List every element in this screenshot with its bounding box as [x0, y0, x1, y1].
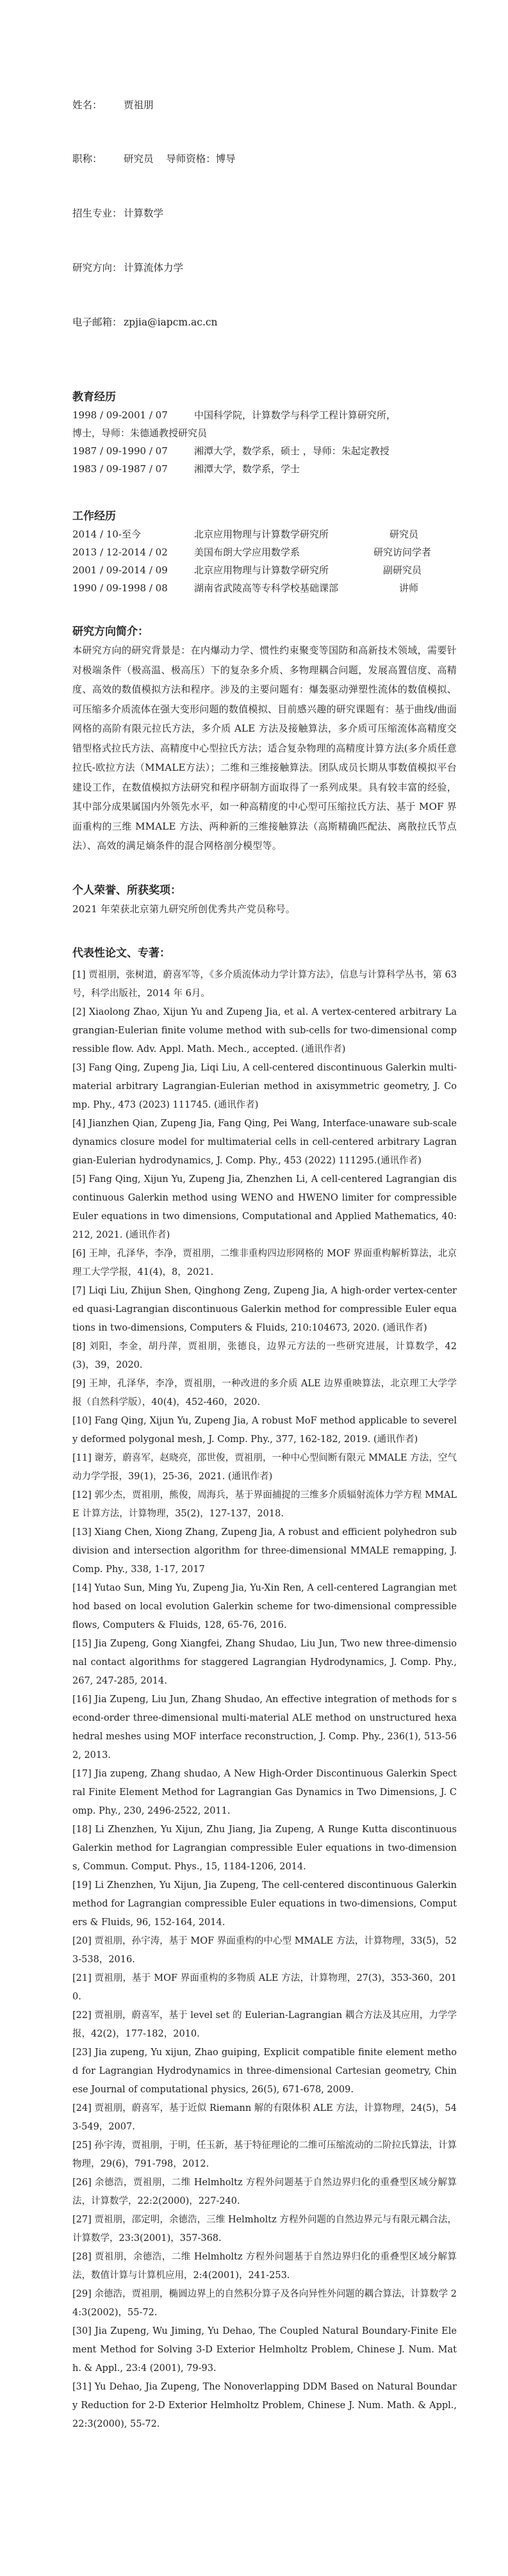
- publication-item: [30] Jia Zupeng, Wu Jiming, Yu Dehao, The Coupled Natural Boundary-Finite Element Method for Solving 3-D Exterior Helmholtz Problem, Chinese J. Num. Math. & Appl., 23:4 (2001), 79-93.: [72, 2326, 457, 2374]
- info-email: 电子邮箱： zpjia@iapcm.ac.cn: [72, 316, 218, 329]
- research-text: 本研究方向的研究背景是：在内爆动力学、惯性约束聚变等国防和高新技术领域，需要针对极端条件（极高温、极高压）下的复杂多介质、多物理耦合问题，发展高置信度、高精度、高效的数值模拟方法和程序。涉及的主要问题有：爆轰驱动弹塑性流体的数值模拟、可压缩多介质流体在强大变形问题的数值模拟、目前感兴趣的研究课题有：基于曲线/曲面网格的高阶有限元拉氏方法，多介质 ALE 方法及接触算法，多介质可压缩流体高精度交错型格式拉氏方法、高精度中心型拉氏方法；适合复杂物理的高精度计算方法(多介质任意拉氏-欧拉方法（MMALE方法）；二维和三维接触算法。团队成员长期从事数值模拟平台建设工作，在数值模拟方法研究和程序研制方面取得了一系列成果。具有较丰富的经验，其中部分成果属国内外领先水平，如一种高精度的中心型可压缩拉氏方法、基于 MOF 界面重构的三维 MMALE 方法、两种新的三维接触算法（高斯精确匹配法、离散拉氏节点法）、高效的满足熵条件的混合网格剖分模型等。: [72, 644, 457, 852]
- publication-item: [10] Fang Qing, Xijun Yu, Zupeng Jia, A robust MoF method applicable to severely deformed polygonal mesh, J. Comp. Phy., 377, 162-182, 2019. (通讯作者): [72, 1416, 457, 1445]
- publication-item: [25] 孙宇涛，贾祖朋，于明，任玉新，基于特征理论的二维可压缩流动的二阶拉氏算法，计算物理，29(6)，791-798，2012.: [72, 2140, 457, 2170]
- publication-item: [13] Xiang Chen, Xiong Zhang, Zupeng Jia, A robust and efficient polyhedron subdivision and intersection algorithm for three-dimensional MMALE remapping, J. Comp. Phy., 338, 1-17, 2017: [72, 1527, 457, 1575]
- publication-item: [17] Jia zupeng, Zhang shudao, A New High-Order Discontinuous Galerkin Spectral Finite Element Method for Lagrangian Gas Dynamics in Two Dimensions, J. Comp. Phy., 230, 2496-2522, 2011.: [72, 1769, 457, 1817]
- publication-item: [28] 贾祖朋，余德浩，二维 Helmholtz 方程外问题基于自然边界归化的重叠型区域分解算法，数值计算与计算机应用，2:4(2001)，241-253.: [72, 2252, 457, 2281]
- publication-item: [18] Li Zhenzhen, Yu Xijun, Zhu Jiang, Jia Zupeng, A Runge Kutta discontinuous Galerkin method for Lagrangian compressible Euler equations in two-dimensions, Commun. Comput. Phys., 15, 1184-1206, 2014.: [72, 1825, 457, 1873]
- publication-item: [22] 贾祖朋，蔚喜军，基于 level set 的 Eulerian-Lagrangian 耦合方法及其应用，力学学报，42(2)，177-182，2010.: [72, 2010, 457, 2040]
- publication-list: [72, 966, 457, 2434]
- publication-item: [15] Jia Zupeng, Gong Xiangfei, Zhang Shudao, Liu Jun, Two new three-dimensional contact algorithms for staggered Lagrangian Hydrodynamics, J. Comp. Phy., 267, 247-285, 2014.: [72, 1639, 457, 1687]
- publication-item: [19] Li Zhenzhen, Yu Xijun, Jia Zupeng, The cell-centered discontinuous Galerkin method for Lagrangian compressible Euler equations in two-dimensions, Computers & Fluids, 96, 152-164, 2014.: [72, 1880, 457, 1928]
- publication-item: [14] Yutao Sun, Ming Yu, Zupeng Jia, Yu-Xin Ren, A cell-centered Lagrangian method based on local evolution Galerkin scheme for two-dimensional compressible flows, Computers & Fluids, 128, 65-76, 2016.: [72, 1583, 457, 1631]
- research-title: 研究方向简介：: [72, 625, 149, 639]
- publication-item: [12] 郭少杰，贾祖朋，熊俊，周海兵，基于界面捕捉的三维多介质辐射流体力学方程 MMALE 计算方法，计算物理，35(2)，127-137，2018.: [72, 1490, 457, 1520]
- publication-item: [16] Jia Zupeng, Liu Jun, Zhang Shudao, An effective integration of methods for second-order three-dimensional multi-material ALE method on unstructured hexahedral meshes using MOF interface reconstruction, J. Comp. Phy., 236(1), 513-562, 2013.: [72, 1694, 457, 1761]
- publication-item: [1] 贾祖朋，张树道，蔚喜军等，《多介质流体动力学计算方法》，信息与计算科学丛书，第 63 号，科学出版社，2014 年 6月。: [72, 970, 457, 999]
- publication-item: [29] 余德浩，贾祖朋，椭圆边界上的自然积分算子及各向异性外问题的耦合算法，计算数学 24:3(2002)，55-72.: [72, 2289, 457, 2318]
- work-row: 2001 / 09-2014 / 09 北京应用物理与计算数学研究所 副研究员: [72, 564, 422, 577]
- publication-item: [26] 余德浩，贾祖朋，二维 Helmholtz 方程外问题基于自然边界归化的重叠型区域分解算法，计算数学，22:2(2000)，227-240.: [72, 2178, 457, 2207]
- profile-document: [72, 60, 457, 2434]
- publication-item: [7] Liqi Liu, Zhijun Shen, Qinghong Zeng, Zupeng Jia, A high-order vertex-centered quasi-Lagrangian discontinuous Galerkin method for compressible Euler equations in two-dimensions, Computers & Fluids, 210:104673, 2020. (通讯作者): [72, 1286, 457, 1334]
- education-title: 教育经历: [72, 391, 116, 404]
- info-title: 职称： 研究员 导师资格：博导: [72, 153, 236, 165]
- info-direction: 研究方向： 计算流体力学: [72, 262, 184, 274]
- publication-item: [2] Xiaolong Zhao, Xijun Yu and Zupeng Jia, et al. A vertex-centered arbitrary Lagrangian-Eulerian finite volume method with sub-cells for two-dimensional compressible flow. Adv. Appl. Math. Mech., accepted. (通讯作者): [72, 1007, 457, 1055]
- work-row: 2013 / 12-2014 / 02 美国布朗大学应用数学系 研究访问学者: [72, 546, 432, 559]
- education-row-extra: 博士，导师：朱德通教授研究员: [72, 427, 208, 439]
- awards-title: 个人荣誉、所获奖项：: [72, 883, 181, 897]
- publication-item: [6] 王坤，孔泽华，李净，贾祖朋，二维非重构四边形网格的 MOF 界面重构解析算法，北京理工大学学报，41(4)，8，2021.: [72, 1249, 457, 1278]
- work-list: [72, 525, 457, 597]
- education-row: 1987 / 09-1990 / 07 湘潭大学，数学系，硕士 ，导师：朱起定教授: [72, 445, 389, 457]
- publication-item: [9] 王坤，孔泽华，李净，贾祖朋，一种改进的多介质 ALE 边界重映算法，北京理工大学学报（自然科学版），40(4)，452-460，2020.: [72, 1379, 457, 1408]
- publication-item: [11] 谢芳，蔚喜军，赵晓亮，邵世俊，贾祖朋，一种中心型间断有限元 MMALE 方法，空气动力学学报，39(1)，25-36，2021. (通讯作者): [72, 1453, 457, 1482]
- info-major: 招生专业： 计算数学: [72, 208, 164, 220]
- awards-text: 2021 年荣获北京第九研究所创优秀共产党员称号。: [72, 903, 295, 915]
- education-row: 1983 / 09-1987 / 07 湘潭大学，数学系，学士: [72, 463, 300, 475]
- basic-info: [72, 60, 457, 368]
- publication-item: [8] 刘阳，李金，胡丹萍，贾祖朋，张德良，边界元方法的一些研究进展，计算数学，42(3)，39，2020.: [72, 1341, 457, 1371]
- education-row: 1998 / 09-2001 / 07 中国科学院，计算数学与科学工程计算研究所，: [72, 409, 397, 422]
- publication-item: [23] Jia zupeng, Yu xijun, Zhao guiping, Explicit compatible finite element method for Lagrangian Hydrodynamics in three-dimensional Cartesian geometry, Chinese Journal of computational physics, 26(5), 671-678, 2009.: [72, 2047, 457, 2096]
- work-title: 工作经历: [72, 510, 116, 523]
- publication-item: [5] Fang Qing, Xijun Yu, Zupeng Jia, Zhenzhen Li, A cell-centered Lagrangian discontinuous Galerkin method using WENO and HWENO limiter for compressible Euler equations in two dimensions, Computational and Applied Mathematics, 40: 212, 2021. (通讯作者): [72, 1174, 457, 1241]
- publication-item: [4] Jianzhen Qian, Zupeng Jia, Fang Qing, Pei Wang, Interface-unaware sub-scale dynamics closure model for multimaterial cells in cell-centered arbitrary Lagrangian-Eulerian hydrodynamics, J. Comp. Phy., 453 (2022) 111295.(通讯作者): [72, 1119, 457, 1167]
- publication-item: [24] 贾祖朋，蔚喜军，基于近似 Riemann 解的有限体积 ALE 方法，计算物理，24(5)，543-549，2007.: [72, 2103, 457, 2133]
- publication-item: [21] 贾祖朋，基于 MOF 界面重构的多物质 ALE 方法，计算物理，27(3)，353-360，2010.: [72, 1973, 457, 2003]
- work-row: 1990 / 09-1998 / 08 湖南省武陵高等专科学校基础课部 讲师: [72, 582, 419, 595]
- education-list: [72, 406, 457, 478]
- publication-item: [3] Fang Qing, Zupeng Jia, Liqi Liu, A cell-centered discontinuous Galerkin multi-material arbitrary Lagrangian-Eulerian method in axisymmetric geometry, J. Comp. Phy., 473 (2023) 111745. (通讯作者): [72, 1063, 457, 1111]
- info-name: 姓名： 贾祖朋: [72, 99, 154, 111]
- publication-item: [20] 贾祖朋，孙宇涛，基于 MOF 界面重构的中心型 MMALE 方法，计算物理，33(5)，523-538，2016.: [72, 1936, 457, 1965]
- publication-item: [31] Yu Dehao, Jia Zupeng, The Nonoverlapping DDM Based on Natural Boundary Reduction for 2-D Exterior Helmholtz Problem, Chinese J. Num. Math. & Appl., 22:3(2000), 55-72.: [72, 2382, 457, 2430]
- work-row: 2014 / 10-至今 北京应用物理与计算数学研究所 研究员: [72, 529, 419, 541]
- publication-item: [27] 贾祖朋，邵定明，余德浩，三维 Helmholtz 方程外问题的自然边界元与有限元耦合法，计算数学，23:3(2001)，357-368.: [72, 2215, 457, 2244]
- publications-title: 代表性论文、专著：: [72, 947, 170, 960]
